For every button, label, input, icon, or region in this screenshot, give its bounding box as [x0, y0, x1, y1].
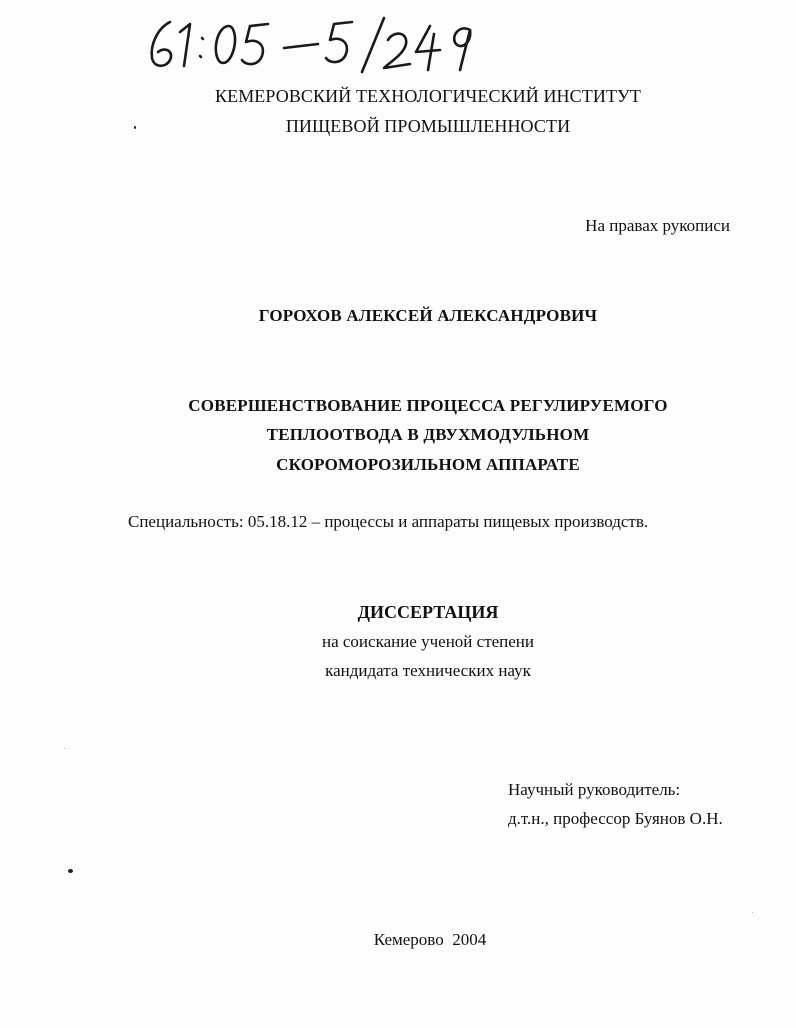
scan-speck [64, 748, 65, 749]
institute-name-line-2: ПИЩЕВОЙ ПРОМЫШЛЕННОСТИ [285, 116, 571, 136]
degree-line-1: на соискание ученой степени [321, 632, 535, 651]
rights-note: На правах рукописи [585, 216, 730, 235]
specialty-line: Специальность: 05.18.12 – процессы и аппараты пищевых производств. [128, 512, 649, 531]
thesis-title-line-1: СОВЕРШЕНСТВОВАНИЕ ПРОЦЕССА РЕГУЛИРУЕМОГО [188, 396, 668, 415]
thesis-title-line-3: СКОРОМОРОЗИЛЬНОМ АППАРАТЕ [276, 455, 580, 474]
scan-speck [68, 869, 73, 873]
author-name: ГОРОХОВ АЛЕКСЕЙ АЛЕКСАНДРОВИЧ [258, 306, 598, 325]
dissertation-heading: ДИССЕРТАЦИЯ [357, 602, 499, 622]
scan-speck [752, 912, 753, 913]
thesis-title-line-2: ТЕПЛООТВОДА В ДВУХМОДУЛЬНОМ [266, 425, 590, 444]
institute-name-line-1: КЕМЕРОВСКИЙ ТЕХНОЛОГИЧЕСКИЙ ИНСТИТУТ [215, 86, 641, 106]
city-year: Кемерово 2004 [373, 930, 487, 949]
scan-speck [134, 126, 136, 129]
handwritten-code-drawing [140, 14, 490, 76]
handwritten-archive-code [140, 14, 490, 76]
supervisor-label: Научный руководитель: [508, 780, 681, 799]
supervisor-name: д.т.н., профессор Буянов О.Н. [508, 809, 723, 828]
degree-line-2: кандидата технических наук [325, 661, 531, 680]
